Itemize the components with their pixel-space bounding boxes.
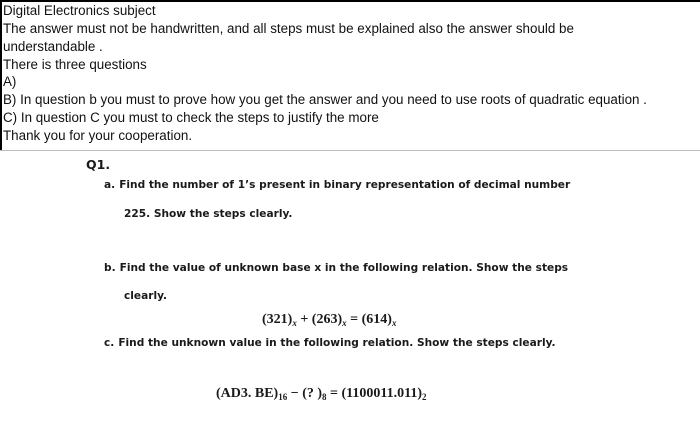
intro-line-count: There is three questions [3, 57, 147, 72]
base-equation [262, 312, 396, 328]
base-eq-sub2: x [342, 318, 347, 328]
part-b-line1 [104, 261, 568, 275]
intro-line-thanks: Thank you for your cooperation. [3, 128, 193, 143]
part-b-letter: b. [104, 262, 116, 274]
intro-line-c: C) In question C you must to check the steps to justify the more [3, 110, 379, 125]
part-a-line1 [104, 178, 570, 192]
conv-eq-sub1: 16 [278, 392, 288, 402]
conversion-equation [216, 386, 427, 402]
base-eq-sub3: x [391, 318, 397, 328]
base-eq-term1: (321) [262, 312, 293, 327]
conv-eq-sub2: 8 [322, 392, 327, 402]
part-a-line2: 225. Show the steps clearly. [124, 208, 293, 220]
intro-title: Digital Electronics subject [3, 3, 156, 18]
part-a-text: Find the number of 1’s present in binary representation of decimal number [119, 179, 571, 191]
base-eq-term3: = (614) [346, 312, 392, 327]
section-divider [0, 150, 700, 151]
part-c-text: Find the unknown value in the following relation. Show the steps clearly. [118, 337, 556, 349]
intro-line-a: A) [3, 74, 17, 89]
top-border [0, 0, 700, 2]
conv-eq-term1: (AD3. BE) [216, 386, 279, 401]
conv-eq-term3: = (1100011.011) [326, 386, 423, 401]
question-heading: Q1. [86, 157, 111, 172]
intro-line-instructions-cont: understandable . [3, 39, 103, 54]
left-border [0, 0, 2, 150]
base-eq-term2: + (263) [296, 312, 343, 327]
intro-line-instructions: The answer must not be handwritten, and all steps must be explained also the answer should be [3, 21, 574, 36]
conv-eq-sub3: 2 [422, 392, 427, 402]
conv-eq-term2: − (? ) [287, 386, 323, 401]
part-b-text: Find the value of unknown base x in the following relation. Show the steps [119, 262, 569, 274]
part-c-line1 [104, 336, 556, 350]
part-b-line2: clearly. [124, 290, 168, 302]
base-eq-sub1: x [292, 318, 297, 328]
part-a-letter: a. [104, 179, 116, 191]
part-c-letter: c. [104, 337, 115, 349]
intro-line-b: B) In question b you must to prove how you get the answer and you need to use roots of quadratic equation . [3, 92, 647, 107]
